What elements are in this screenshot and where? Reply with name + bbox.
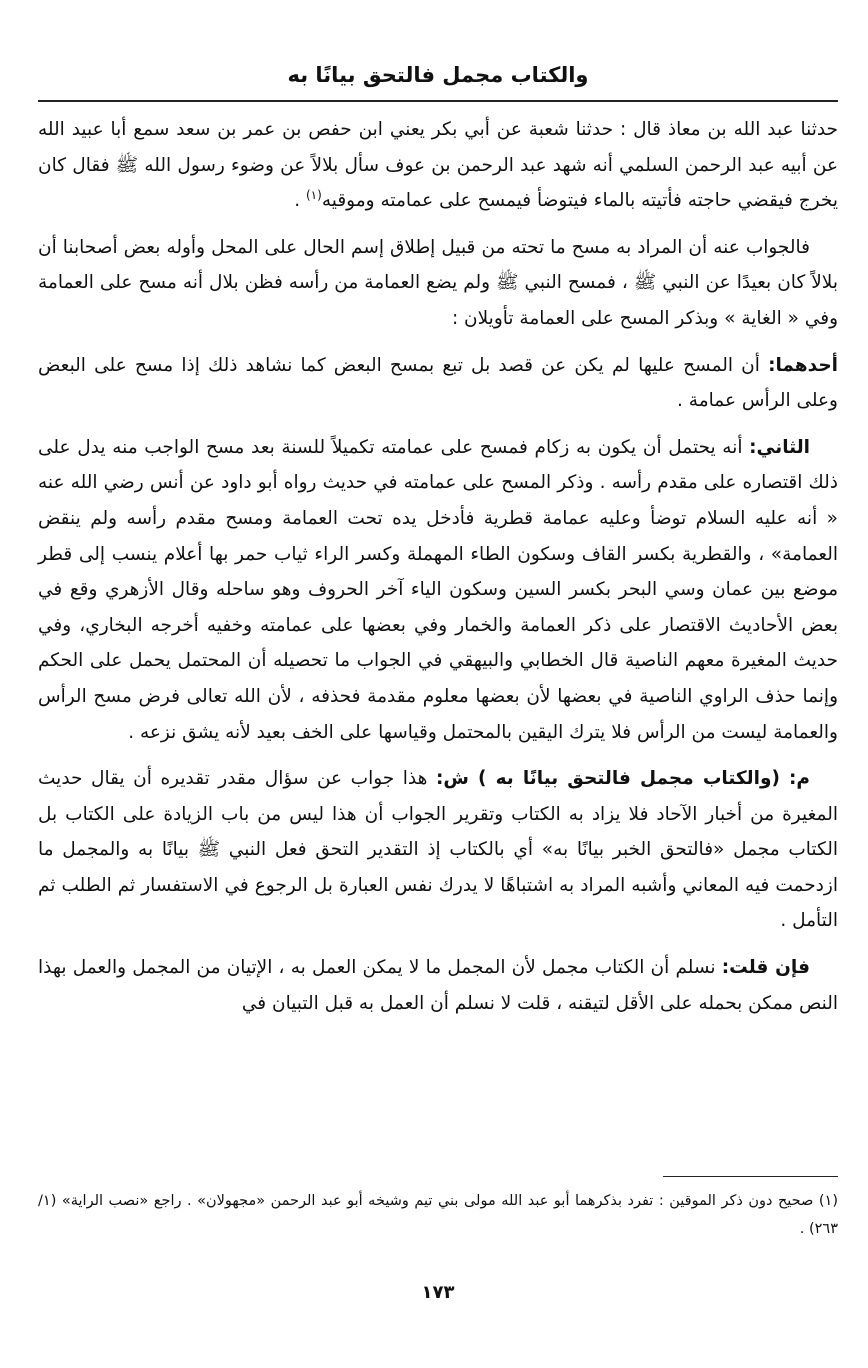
paragraph-text: أنه يحتمل أن يكون به زكام فمسح على عمامته تكميلاً للسنة بعد مسح الواجب منه يدل على ذلك اقتصاره على مقدم رأسه . وذكر المسح على عمامته في حديث رواه أبو داود عن أنس رضي الله عنه « أنه عليه السلام توضأ وعليه عمامة قطرية فأدخل يده تحت العمامة ومسح مقدم رأسه ولم ينقض العمامة» ، والقطرية بكسر القاف وسكون الطاء المهملة وكسر الراء ثياب حمر بها أعلام ينسب إلى قطر موضع بين عمان وسي البحر بكسر السين وسكون الياء آخر الحروف وهو ساحله وقال الأزهري وقع في بعض الأحاديث الاقتصار على ذكر العمامة والخمار وفي بعضها على عمامته وخفيه أخرجه البخاري، وفي حديث المغيرة معهم الناصية قال الخطابي والبيهقي في الجواب ما تحصيله أن المحتمل يحمل على الحكم وإنما حذف الراوي الناصية في بعضها لأن بعضها معلوم مقدمة فحذفه ، لأن الله تعالى فرض مسح الرأس والعمامة ليست من الرأس فلا يترك اليقين بالمحتمل وقياسها على الخف بعيد لأنه يشق نزعه . [38, 436, 838, 743]
page-number: ١٧٣ [421, 1282, 455, 1303]
running-header: والكتاب مجمل فالتحق بيانًا به [287, 63, 589, 87]
paragraph-objection [38, 950, 838, 1021]
paragraph-end: . [294, 190, 306, 212]
main-text [38, 112, 838, 1021]
paragraph-text: هذا جواب عن سؤال مقدر تقديره أن يقال حديث المغيرة من أخبار الآحاد فلا يزاد به الكتاب وتقرير الجواب أن هذا ليس من باب الزيادة على الكتاب بل الكتاب مجمل «فالتحق الخبر بيانًا به» أي بالكتاب إذ التقدير التحق فعل النبي ﷺ بيانًا به والمجمل ما ازدحمت فيه المعاني وأشبه المراد به اشتباهًا لا يدرك نفس العبارة بل الرجوع في الاستفسار ثم الطلب ثم التأمل . [38, 768, 838, 932]
footnote-text: (١) صحيح دون ذكر الموقين : تفرد بذكرهما أبو عبد الله مولى بني تيم وشيخه أبو عبد الرحمن «مجهولان» . راجع «نصب الراية» (١/ ٢٦٣) . [38, 1193, 838, 1237]
paragraph-label: أحدهما: [768, 354, 838, 376]
footnote-reference[interactable]: (١) [305, 188, 322, 203]
paragraph-label: الثاني: [749, 436, 810, 458]
paragraph-first-interpretation [38, 348, 838, 419]
paragraph-text: فالجواب عنه أن المراد به مسح ما تحته من قبيل إطلاق إسم الحال على المحل وأوله بعض أصحابنا أن بلالاً كان بعيدًا عن النبي ﷺ ، فمسح النبي ﷺ ولم يضع العمامة من رأسه فظن بلال أنه مسح على العمامة وفي « الغاية » وبذكر المسح على العمامة تأويلان : [38, 236, 838, 329]
paragraph-label: فإن قلت: [721, 957, 810, 979]
paragraph-text: أن المسح عليها لم يكن عن قصد بل تبع بمسح البعض كما نشاهد ذلك إذا مسح على البعض وعلى الرأس عمامة . [38, 354, 838, 412]
book-page [38, 56, 838, 1336]
paragraph-matn-commentary [38, 761, 838, 939]
paragraph-label: م: (والكتاب مجمل فالتحق بيانًا به ) ش: [435, 768, 810, 790]
paragraph-text: حدثنا عبد الله بن معاذ قال : حدثنا شعبة عن أبي بكر يعني ابن حفص بن عمر بن سعد سمع أبا عبيد الله عن أبيه عبد الرحمن السلمي أنه شهد عبد الرحمن بن عوف سأل بلالاً عن وضوء رسول الله ﷺ فقال كان يخرج فيقضي حاجته فأتيته بالماء فيتوضأ فيمسح على عمامته وموقيه [38, 119, 838, 212]
header-rule [38, 100, 838, 102]
paragraph-text: نسلم أن الكتاب مجمل لأن المجمل ما لا يمكن العمل به ، الإتيان من المجمل والعمل بهذا النص ممكن بحمله على الأقل لتيقنه ، قلت لا نسلم أن العمل به قبل التبيان في [38, 957, 838, 1014]
paragraph-second-interpretation [38, 430, 838, 750]
paragraph-answer [38, 230, 838, 337]
footnote-section [38, 1176, 838, 1243]
footnote-rule [663, 1176, 838, 1177]
paragraph-hadith [38, 112, 838, 219]
